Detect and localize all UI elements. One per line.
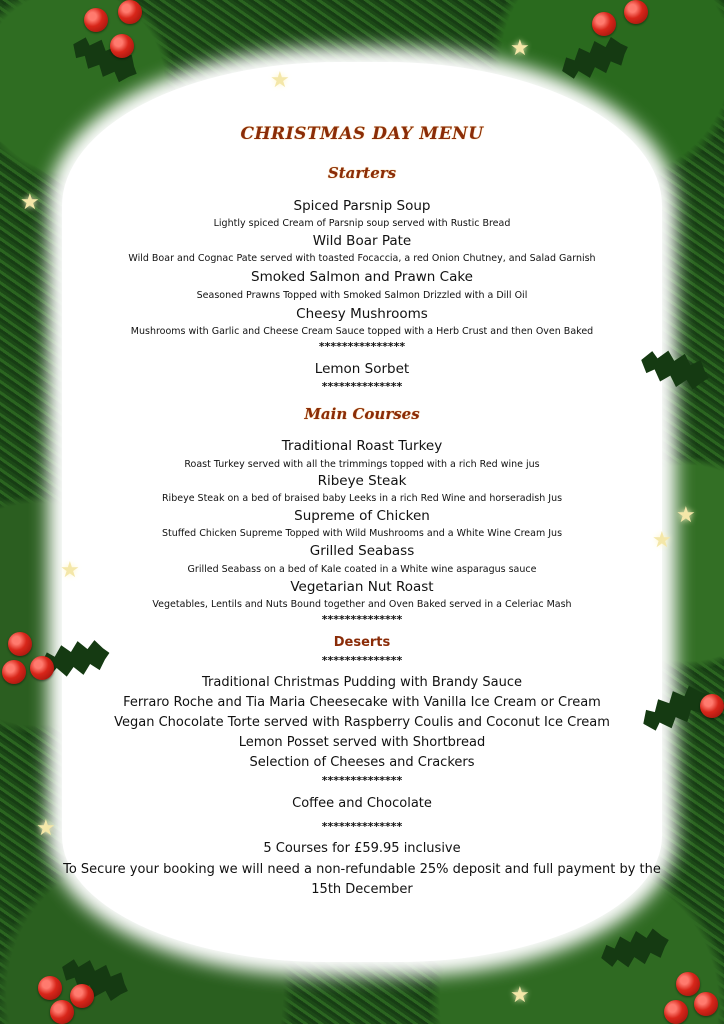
dessert-item: Vegan Chocolate Torte served with Raspberry Coulis and Coconut Ice Cream [114, 715, 610, 730]
booking-terms-line1: To Secure your booking we will need a non-refundable 25% deposit and full payment by the [63, 862, 661, 877]
dish-description: Roast Turkey served with all the trimmings topped with a rich Red wine jus [184, 459, 540, 470]
separator: ************** [321, 654, 403, 667]
separator: ************** [321, 380, 403, 393]
dessert-item: Ferraro Roche and Tia Maria Cheesecake with Vanilla Ice Cream or Cream [123, 695, 601, 710]
dish-name: Wild Boar Pate [312, 233, 412, 249]
dish-name: Supreme of Chicken [294, 508, 430, 524]
dish-description: Ribeye Steak on a bed of braised baby Leeks in a rich Red Wine and horseradish Jus [161, 493, 563, 504]
star-icon: ★ [652, 528, 672, 553]
dish-name: Ribeye Steak [317, 473, 407, 489]
dessert-item: Selection of Cheeses and Crackers [249, 755, 475, 770]
dish-description: Stuffed Chicken Supreme Topped with Wild Mushrooms and a White Wine Cream Jus [161, 528, 563, 539]
section-heading-main-courses: Main Courses [304, 405, 420, 423]
star-icon: ★ [270, 68, 290, 93]
dish-description: Grilled Seabass on a bed of Kale coated in a White wine asparagus sauce [187, 564, 537, 575]
star-icon: ★ [36, 816, 56, 841]
dish-name: Lemon Sorbet [314, 361, 410, 377]
section-heading-deserts: Deserts [333, 635, 391, 650]
booking-terms-line2: 15th December [311, 882, 413, 897]
dish-name: Spiced Parsnip Soup [293, 198, 431, 214]
dish-description: Wild Boar and Cognac Pate served with toasted Focaccia, a red Onion Chutney, and Salad Garnish [128, 253, 596, 264]
price-line: 5 Courses for £59.95 inclusive [263, 841, 461, 856]
separator: ************** [321, 774, 403, 787]
menu-title: CHRISTMAS DAY MENU [240, 124, 484, 144]
dish-description: Mushrooms with Garlic and Cheese Cream Sauce topped with a Herb Crust and then Oven Baked [130, 326, 594, 337]
section-heading-starters: Starters [327, 164, 397, 182]
dessert-item: Lemon Posset served with Shortbread [238, 735, 486, 750]
dish-name: Grilled Seabass [309, 543, 415, 559]
dish-description: Lightly spiced Cream of Parsnip soup served with Rustic Bread [213, 218, 511, 229]
star-icon: ★ [20, 190, 40, 215]
separator: ************** [321, 820, 403, 833]
dish-description: Seasoned Prawns Topped with Smoked Salmon Drizzled with a Dill Oil [196, 290, 528, 301]
dessert-item: Traditional Christmas Pudding with Brandy Sauce [202, 675, 522, 690]
coffee-item: Coffee and Chocolate [292, 796, 432, 811]
star-icon: ★ [510, 983, 530, 1008]
separator: ************** [321, 613, 403, 626]
star-icon: ★ [676, 503, 696, 528]
star-icon: ★ [510, 36, 530, 61]
dish-description: Vegetables, Lentils and Nuts Bound together and Oven Baked served in a Celeriac Mash [152, 599, 572, 610]
dish-name: Vegetarian Nut Roast [290, 579, 434, 595]
star-icon: ★ [60, 558, 80, 583]
dish-name: Cheesy Mushrooms [296, 306, 428, 322]
separator: *************** [318, 340, 406, 353]
dish-name: Traditional Roast Turkey [281, 438, 443, 454]
dish-name: Smoked Salmon and Prawn Cake [251, 269, 473, 285]
